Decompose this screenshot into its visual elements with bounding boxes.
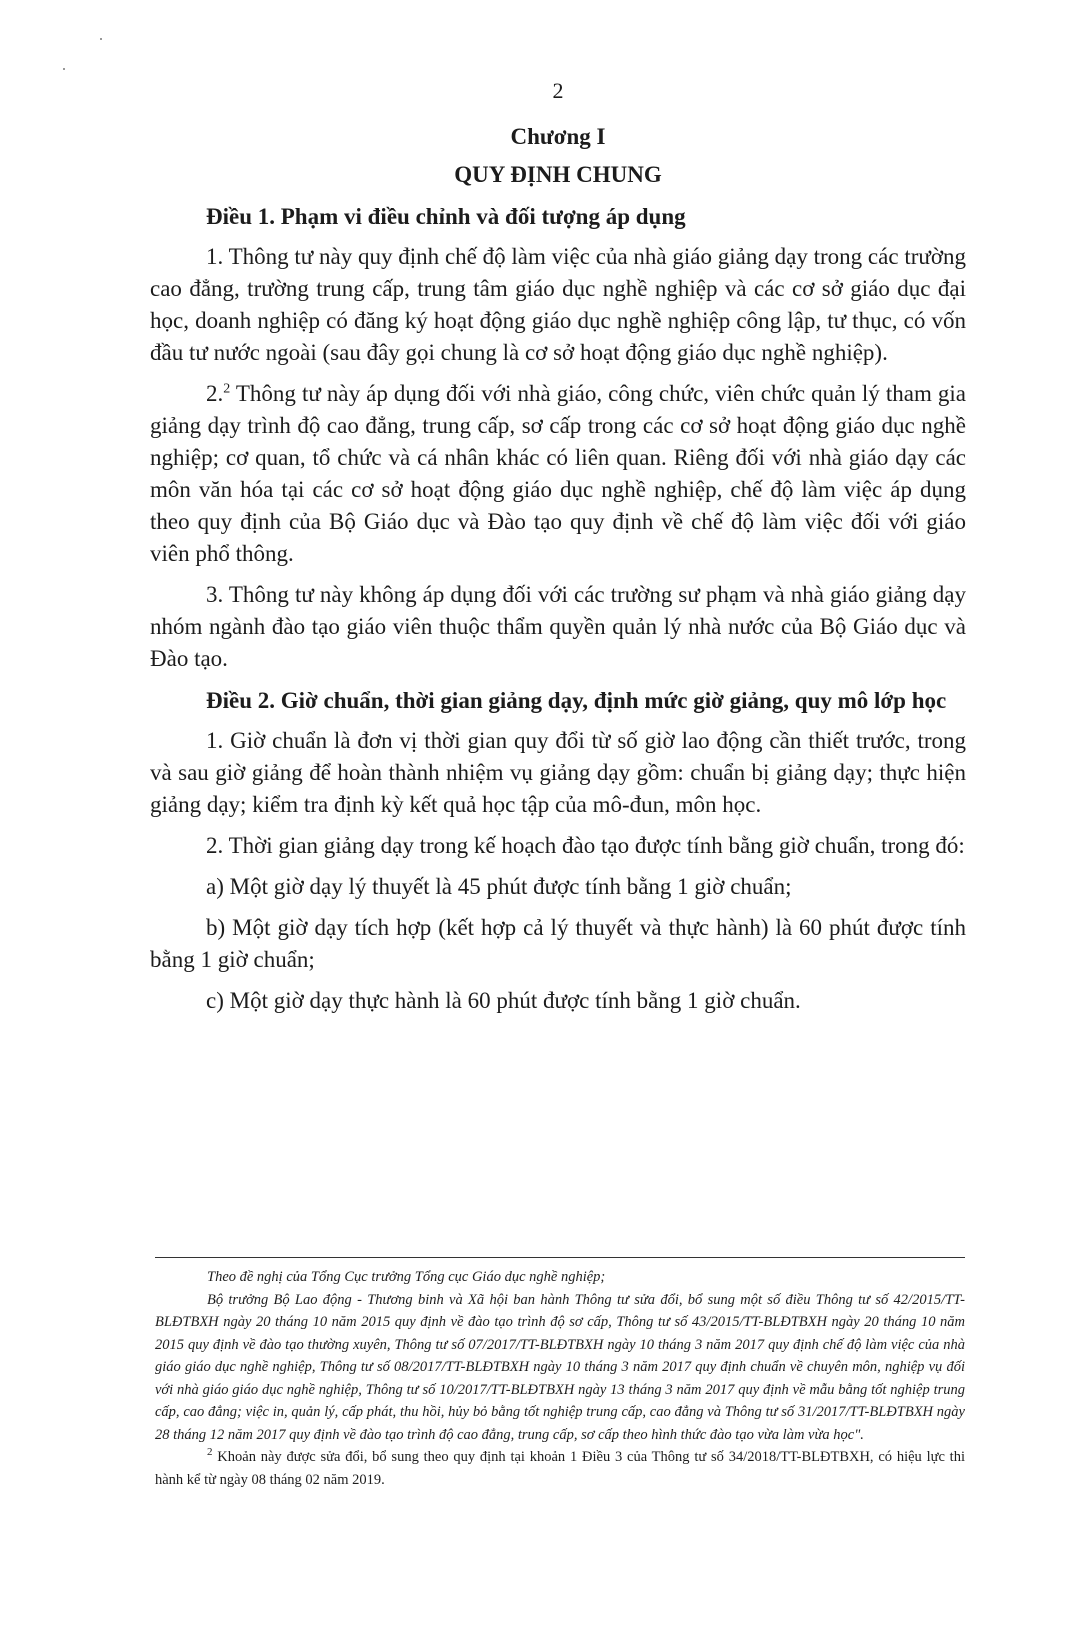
article-1-clause-1: 1. Thông tư này quy định chế độ làm việc của nhà giáo giảng dạy trong các trường cao đẳng, trường trung cấp, trung tâm giáo dục nghề nghiệp và các cơ sở giáo dục đại học, doanh nghiệp có đăng ký hoạt động giáo dục nghề nghiệp công lập, tư thục, có vốn đầu tư nước ngoài (sau đây gọi chung là cơ sở hoạt động giáo dục nghề nghiệp). (150, 244, 966, 365)
footnote-line-1: Theo đề nghị của Tổng Cục trưởng Tổng cục Giáo dục nghề nghiệp; (207, 1269, 606, 1285)
article-2-title: Điều 2. Giờ chuẩn, thời gian giảng dạy, định mức giờ giảng, quy mô lớp học (206, 688, 947, 713)
footnote-separator (155, 1257, 965, 1258)
footnotes (155, 1266, 965, 1491)
clause-2-text: Thông tư này áp dụng đối với nhà giáo, công chức, viên chức quản lý tham gia giảng dạy trình độ cao đẳng, trung cấp, sơ cấp trong các cơ sở hoạt động giáo dục nghề nghiệp; cơ quan, tổ chức và cá nhân khác có liên quan. Riêng đối với nhà giáo dạy các môn văn hóa tại các cơ sở hoạt động giáo dục nghề nghiệp, chế độ làm việc áp dụng theo quy định của Bộ Giáo dục và Đào tạo quy định về chế độ làm việc đối với giáo viên phổ thông. (150, 381, 966, 566)
article-2-clause-1: 1. Giờ chuẩn là đơn vị thời gian quy đổi từ số giờ lao động cần thiết trước, trong và sau giờ giảng để hoàn thành nhiệm vụ giảng dạy gồm: chuẩn bị giảng dạy; thực hiện giảng dạy; kiểm tra định kỳ kết quả học tập của mô-đun, môn học. (150, 728, 966, 817)
footnote-line-2: Bộ trưởng Bộ Lao động - Thương binh và Xã hội ban hành Thông tư sửa đổi, bổ sung một số điều Thông tư số 42/2015/TT-BLĐTBXH ngày 20 tháng 10 năm 2015 quy định về đào tạo trình độ sơ cấp, Thông tư số 43/2015/TT-BLĐTBXH ngày 20 tháng 10 năm 2015 quy định về đào tạo thường xuyên, Thông tư số 07/2017/TT-BLĐTBXH ngày 10 tháng 3 năm 2017 quy định chế độ làm việc của nhà giáo giáo dục nghề nghiệp, Thông tư số 08/2017/TT-BLĐTBXH ngày 10 tháng 3 năm 2017 quy định chuẩn về chuyên môn, nghiệp vụ đối với nhà giáo giáo dục nghề nghiệp, Thông tư số 10/2017/TT-BLĐTBXH ngày 13 tháng 3 năm 2017 quy định về mẫu bằng tốt nghiệp trung cấp, cao đẳng; việc in, quản lý, cấp phát, thu hồi, hủy bỏ bằng tốt nghiệp trung cấp, cao đẳng và Thông tư số 31/2017/TT-BLĐTBXH ngày 28 tháng 12 năm 2017 quy định về đào tạo trình độ cao đẳng, trung cấp, sơ cấp theo hình thức đào tạo vừa làm vừa học". (155, 1291, 965, 1443)
footnote-2-text: Khoản này được sửa đổi, bổ sung theo quy định tại khoản 1 Điều 3 của Thông tư số 34/2018/TT-BLĐTBXH, có hiệu lực thi hành kể từ ngày 08 tháng 02 năm 2019. (155, 1449, 965, 1488)
article-1-clause-3: 3. Thông tư này không áp dụng đối với các trường sư phạm và nhà giáo giảng dạy nhóm ngành đào tạo giáo viên thuộc thẩm quyền quản lý nhà nước của Bộ Giáo dục và Đào tạo. (150, 582, 966, 671)
article-2-item-c: c) Một giờ dạy thực hành là 60 phút được tính bằng 1 giờ chuẩn. (206, 988, 801, 1013)
footnote-2-marker: 2 (207, 1446, 213, 1459)
section-title: QUY ĐỊNH CHUNG (454, 162, 662, 187)
page-number: 2 (552, 78, 564, 103)
article-1-clause-2 (150, 378, 966, 570)
footnote-2 (155, 1446, 965, 1491)
scan-speck (100, 38, 102, 40)
article-1-title: Điều 1. Phạm vi điều chỉnh và đối tượng áp dụng (206, 204, 686, 229)
article-2-item-b: b) Một giờ dạy tích hợp (kết hợp cả lý thuyết và thực hành) là 60 phút được tính bằng 1 giờ chuẩn; (150, 915, 966, 972)
footnote-ref-2: 2 (223, 381, 231, 397)
chapter-title: Chương I (510, 124, 606, 149)
scan-speck (63, 68, 65, 70)
main-body (150, 78, 966, 1026)
clause-2-number: 2. (206, 381, 224, 406)
article-2-clause-2: 2. Thời gian giảng dạy trong kế hoạch đào tạo được tính bằng giờ chuẩn, trong đó: (206, 833, 965, 858)
article-2-item-a: a) Một giờ dạy lý thuyết là 45 phút được tính bằng 1 giờ chuẩn; (206, 874, 792, 899)
